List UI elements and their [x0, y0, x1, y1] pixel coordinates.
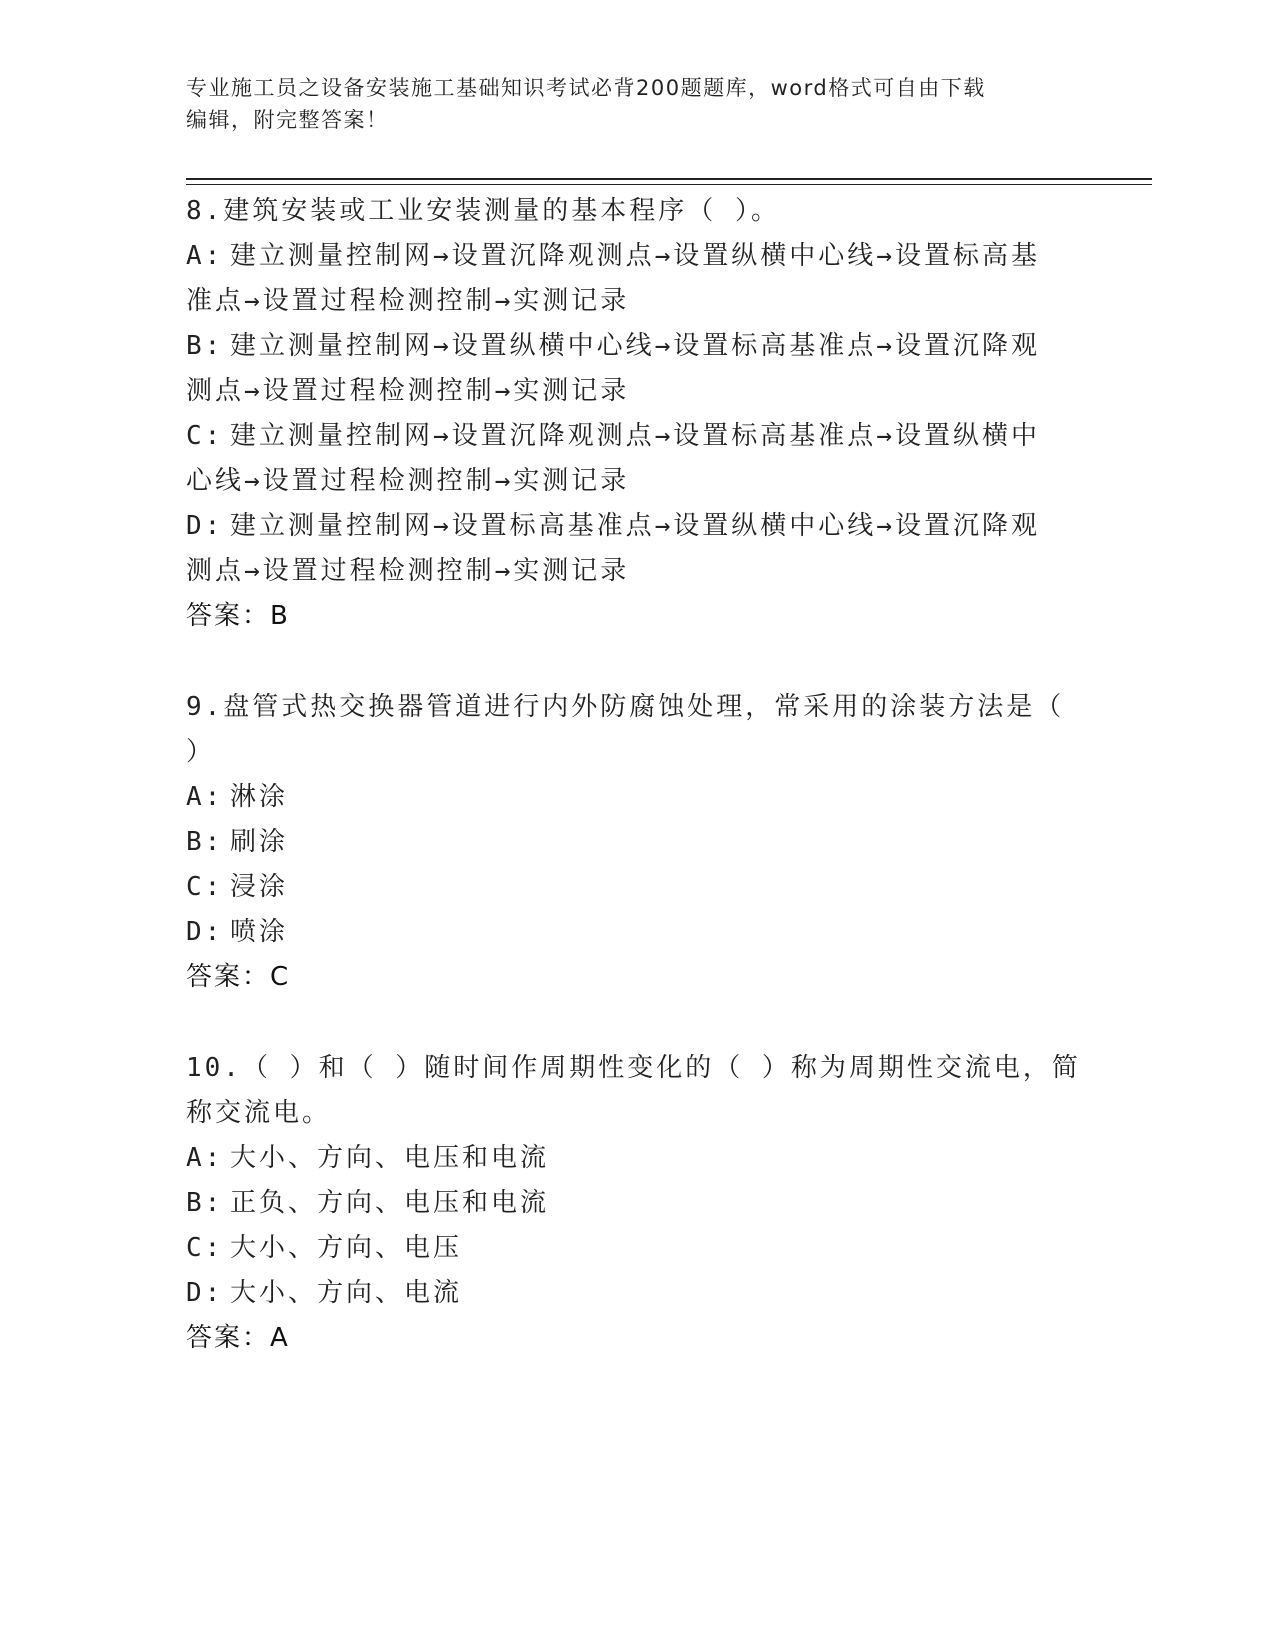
option-text: 建立测量控制网→设置标高基准点→设置纵横中心线→设置沉降观 — [230, 511, 1040, 541]
option-b-continued: 测点→设置过程检测控制→实测记录 — [186, 376, 630, 406]
option-d — [186, 910, 1086, 955]
option-text: 正负、方向、电压和电流 — [230, 1188, 550, 1218]
option-c — [186, 1226, 1086, 1271]
option-text: 大小、方向、电压 — [230, 1233, 463, 1263]
option-letter: B: — [186, 331, 224, 361]
option-letter: B: — [186, 1188, 224, 1218]
option-b — [186, 324, 1086, 369]
question-stem: 9.盘管式热交换器管道进行内外防腐蚀处理，常采用的涂装方法是（ — [186, 692, 1065, 722]
answer-label: 答案：B — [186, 601, 290, 631]
option-text: 建立测量控制网→设置沉降观测点→设置纵横中心线→设置标高基 — [230, 241, 1040, 271]
question-10 — [186, 1046, 1086, 1361]
option-a-continued: 准点→设置过程检测控制→实测记录 — [186, 286, 630, 316]
option-letter: A: — [186, 782, 224, 812]
option-d — [186, 504, 1086, 549]
header-divider-thick — [186, 178, 1152, 180]
option-c-continued: 心线→设置过程检测控制→实测记录 — [186, 466, 630, 496]
question-stem: 8.建筑安装或工业安装测量的基本程序（ ）。 — [186, 196, 780, 226]
option-b — [186, 820, 1086, 865]
option-letter: D: — [186, 917, 224, 947]
option-a — [186, 1136, 1086, 1181]
option-text: 建立测量控制网→设置沉降观测点→设置标高基准点→设置纵横中 — [230, 421, 1040, 451]
option-text: 刷涂 — [230, 827, 289, 857]
question-stem: 10.（ ）和（ ）随时间作周期性变化的（ ）称为周期性交流电，简 — [186, 1053, 1081, 1083]
option-a — [186, 234, 1086, 279]
option-letter: C: — [186, 872, 224, 902]
answer-label: 答案：A — [186, 1323, 290, 1353]
header-divider-thin — [186, 184, 1152, 185]
header-line-1: 专业施工员之设备安装施工基础知识考试必背200题题库，word格式可自由下载 — [186, 76, 986, 100]
question-spacer — [186, 639, 1086, 685]
option-letter: C: — [186, 1233, 224, 1263]
option-text: 大小、方向、电压和电流 — [230, 1143, 550, 1173]
option-letter: A: — [186, 241, 224, 271]
option-letter: D: — [186, 511, 224, 541]
question-stem-continued: 称交流电。 — [186, 1098, 332, 1128]
option-c — [186, 414, 1086, 459]
option-text: 建立测量控制网→设置纵横中心线→设置标高基准点→设置沉降观 — [230, 331, 1040, 361]
question-spacer — [186, 1000, 1086, 1046]
option-b — [186, 1181, 1086, 1226]
option-text: 大小、方向、电流 — [230, 1278, 463, 1308]
option-letter: A: — [186, 1143, 224, 1173]
option-letter: B: — [186, 827, 224, 857]
document-header — [186, 72, 1066, 136]
header-line-2: 编辑，附完整答案！ — [186, 108, 389, 132]
option-d-continued: 测点→设置过程检测控制→实测记录 — [186, 556, 630, 586]
option-text: 淋涂 — [230, 782, 289, 812]
question-8 — [186, 189, 1086, 639]
option-text: 喷涂 — [230, 917, 289, 947]
option-a — [186, 775, 1086, 820]
option-letter: C: — [186, 421, 224, 451]
option-letter: D: — [186, 1278, 224, 1308]
question-stem-continued: ） — [186, 737, 216, 767]
option-text: 浸涂 — [230, 872, 289, 902]
question-9 — [186, 685, 1086, 1000]
option-d — [186, 1271, 1086, 1316]
question-list — [186, 189, 1086, 1361]
answer-label: 答案：C — [186, 962, 291, 992]
option-c — [186, 865, 1086, 910]
